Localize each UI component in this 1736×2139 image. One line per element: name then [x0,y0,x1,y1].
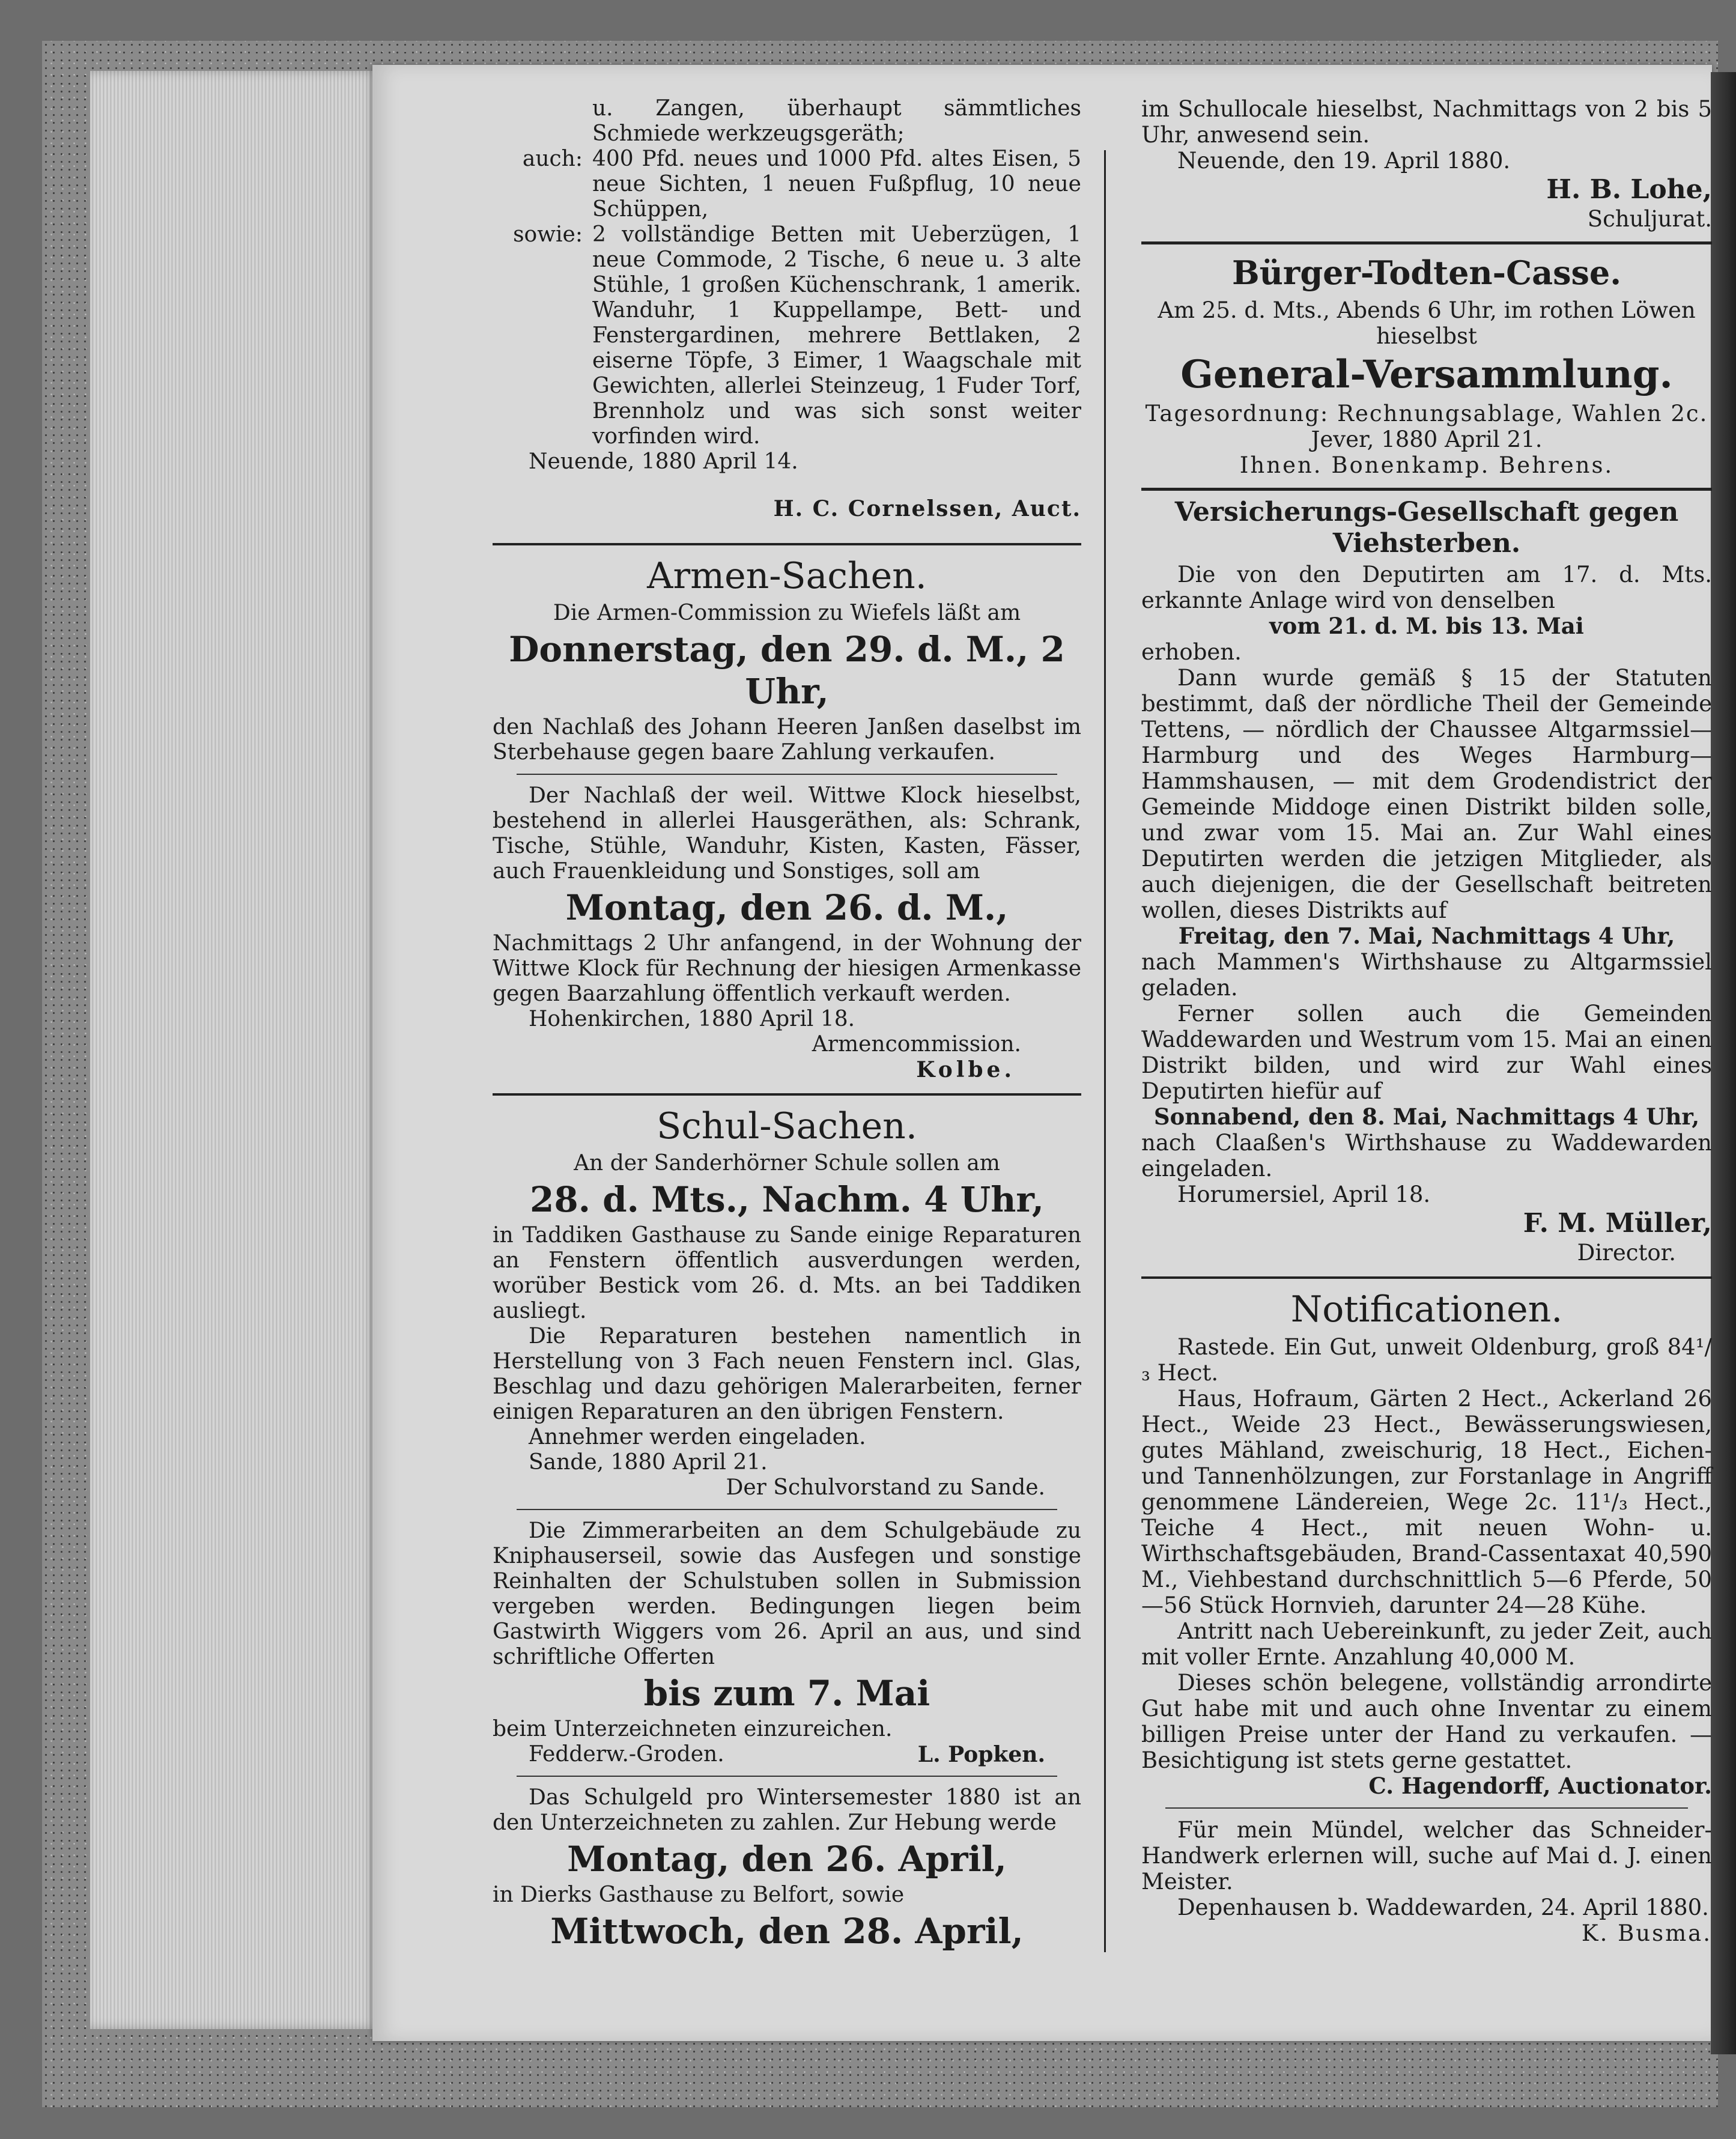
place-date: Hohenkirchen, 1880 April 18. [529,1007,855,1031]
klock-estate [493,783,1081,1082]
body: Nachmittags 2 Uhr anfangend, in der Wohnung der Wittwe Klock für Rechnung der hiesigen Armenkasse gegen Baarzahlung öffentlich verkauft werden. [493,931,1081,1006]
ad-rule [517,774,1057,775]
lohe-notice [1141,96,1712,232]
body: den Nachlaß des Johann Heeren Janßen daselbst im Sterbehause gegen baare Zahlung verkaufen. [493,715,1081,765]
column-divider [1104,150,1106,1952]
ad-rule [517,1776,1057,1777]
left-column [493,96,1081,1955]
place-date: Neuende, den 19. April 1880. [1177,148,1511,174]
section-rule [493,543,1081,545]
section-rule [1141,241,1712,244]
body: Die Zimmerarbeiten an dem Schulgebäude zu Kniphauserseil, sowie das Ausfegen und sonstige Reinhalten der Schulstuben sollen in Submission vergeben werden. Bedingungen liegen beim Gastwirth Wiggers vom 26. April an aus, und sind schriftliche Offerten [493,1519,1081,1669]
body: Haus, Hofraum, Gärten 2 Hect., Ackerland 26 Hect., Weide 23 Hect., Bewässerungswiesen, gutes Mähland, zweischurig, 18 Hect., Eichen- und Tannenhölzungen, zur Forstanlage in Angriff genommene Ländereien, Wege 2c. 11¹/₃ Hect., Teiche 4 Hect., mit neuen Wohn- u. Wirthschaftsgebäuden, Brand-Cassentaxat 40,590 M., Viehbestand durchschnittlich 5—6 Pferde, 50—56 Stück Hornvieh, darunter 24—28 Kühe. [1141,1386,1712,1618]
section-rule [493,1093,1081,1096]
auch-label: auch: [522,147,583,171]
body: in Dierks Gasthause zu Belfort, sowie [493,1883,905,1907]
date-display: Freitag, den 7. Mai, Nachmittags 4 Uhr, [1178,923,1675,949]
body: in Taddiken Gasthause zu Sande einige Reparaturen an Fenstern öffentlich ausverdungen werden, worüber Bestick vom 26. d. Mts. an bei Taddiken ausliegt. [493,1223,1081,1323]
binding-edge [1711,72,1736,2054]
place: Fedderw.-Groden. [529,1742,724,1767]
body: im Schullocale hieselbst, Nachmittags von 2 bis 5 Uhr, anwesend sein. [1141,96,1712,148]
body: Dann wurde gemäß § 15 der Statuten bestimmt, daß der nördliche Theil der Gemeinde Tettens, — nördlich der Chaussee Altgarmssiel—Harmburg und des Weges Harmburg—Hammshausen, — mit dem Grodendistrict der Gemeinde Middoge einen Distrikt bilden solle, und zwar vom 15. Mai an. Zur Wahl eines Deputirten werden die jetzigen Mitglieder, als auch diejenigen, die der Gesellschaft beitreten wollen, dieses Distrikts auf [1141,665,1712,923]
busma-notice [1141,1817,1712,1946]
right-column [1141,96,1712,1946]
body: Rastede. Ein Gut, unweit Oldenburg, groß 84¹/₃ Hect. [1141,1334,1712,1386]
section-heading: Notificationen. [1290,1288,1563,1330]
intro: An der Sanderhörner Schule sollen am [574,1151,1000,1176]
names: Ihnen. Bonenkamp. Behrens. [1239,452,1614,478]
intro: Die Armen-Commission zu Wiefels läßt am [553,601,1021,625]
org: Armencommission. [812,1032,1021,1057]
place-date: Depenhausen b. Waddewarden, 24. April 1880. [1177,1895,1709,1920]
page-edges [90,71,378,2029]
ad-rule [517,1509,1057,1510]
signature: K. Busma. [1581,1920,1712,1946]
signature: H. C. Cornelssen, Auct. [773,496,1081,521]
date-display: bis zum 7. Mai [643,1673,930,1714]
date-display: Montag, den 26. April, [567,1839,1007,1880]
place-date: Jever, 1880 April 21. [1311,426,1543,452]
section-heading: Bürger-Todten-Casse. [1231,253,1622,292]
body: Antritt nach Uebereinkunft, zu jeder Zeit, auch mit voller Ernte. Anzahlung 40,000 M. [1141,1618,1712,1670]
schul-sachen [493,1104,1081,1500]
signature: Der Schulvorstand zu Sande. [726,1475,1045,1500]
body: Die Reparaturen bestehen namentlich in Herstellung von 3 Fach neuen Fenstern incl. Glas, Beschlag und dazu gehörigen Malerarbeiten, ferner einigen Reparaturen an den übrigen Fenstern. [493,1324,1081,1424]
body: Am 25. d. Mts., Abends 6 Uhr, im rothen Löwen hieselbst [1158,297,1696,349]
tools-line: u. Zangen, überhaupt sämmtliches Schmiede werkzeugsgeräth; [592,96,1081,146]
place-date: Horumersiel, April 18. [1177,1182,1431,1207]
section-heading: Versicherungs-Gesellschaft gegen Viehsterben. [1174,497,1679,559]
place-date: Sande, 1880 April 21. [529,1450,768,1475]
section-heading: Armen-Sachen. [647,555,927,597]
sign-row [493,1742,1081,1767]
schulgeld [493,1785,1081,1952]
body: Die von den Deputirten am 17. d. Mts. erkannte Anlage wird von denselben [1141,562,1712,613]
body: Annehmer werden eingeladen. [529,1425,866,1449]
sowie-label: sowie: [513,222,583,247]
dates: vom 21. d. M. bis 13. Mai [1269,613,1584,639]
zimmerarbeiten [493,1519,1081,1767]
todten-casse [1141,250,1712,478]
signature: Kolbe. [916,1057,1015,1082]
date-display: Sonnabend, den 8. Mai, Nachmittags 4 Uhr, [1153,1103,1700,1130]
viehsterben [1141,497,1712,1266]
body: Der Nachlaß der weil. Wittwe Klock hieselbst, bestehend in allerlei Hausgeräthen, als: Schrank, Tische, Stühle, Wanduhr, Kisten, Kasten, Fässer, auch Frauenkleidung und Sonstiges, soll am [493,783,1081,884]
signature: L. Popken. [917,1742,1045,1767]
body: Ferner sollen auch die Gemeinden Waddewarden und Westrum vom 15. Mai an einen Distrikt bilden, und wird zur Wahl eines Deputirten hiefür auf [1141,1001,1712,1104]
body: erhoben. [1141,639,1242,665]
body: Das Schulgeld pro Wintersemester 1880 ist an den Unterzeichneten zu zahlen. Zur Hebung werde [493,1785,1081,1835]
section-rule [1141,488,1712,491]
date-display: 28. d. Mts., Nachm. 4 Uhr, [530,1179,1044,1220]
title: Director. [1577,1240,1676,1266]
agenda: Tagesordnung: Rechnungsablage, Wahlen 2c. [1145,401,1708,426]
armen-sachen [493,554,1081,765]
date-display: Mittwoch, den 28. April, [550,1911,1024,1952]
auch-entry [493,147,1081,222]
auction-cornelssen [493,96,1081,521]
section-rule [1141,1276,1712,1279]
sowie-entry [493,222,1081,449]
ad-rule [1165,1807,1688,1809]
auch-text: 400 Pfd. neues und 1000 Pfd. altes Eisen, 5 neue Sichten, 1 neuen Fußpflug, 10 neue Schüppen, [592,147,1081,222]
signature: C. Hagendorff, Auctionator. [1368,1773,1712,1799]
body: Dieses schön belegene, vollständig arrondirte Gut habe mit und auch ohne Inventar zu einem billigen Preise unter der Hand zu verkaufen. — Besichtigung ist stets gerne gestattet. [1141,1670,1712,1773]
notificationen [1141,1287,1712,1799]
date-display: Donnerstag, den 29. d. M., 2 Uhr, [509,629,1065,712]
section-heading: Schul-Sachen. [657,1105,917,1147]
date-display: Montag, den 26. d. M., [565,887,1009,928]
place-date: Neuende, 1880 April 14. [529,449,798,474]
signature: F. M. Müller, [1523,1208,1712,1239]
meeting-title: General-Versammlung. [1180,352,1673,397]
title: Schuljurat. [1587,206,1712,232]
body: nach Claaßen's Wirthshause zu Waddewarden eingeladen. [1141,1130,1712,1182]
body: nach Mammen's Wirthshause zu Altgarmssiel geladen. [1141,949,1712,1001]
body: beim Unterzeichneten einzureichen. [493,1717,893,1741]
signature: H. B. Lohe, [1546,174,1712,205]
sowie-text: 2 vollständige Betten mit Ueberzügen, 1 neue Commode, 2 Tische, 6 neue u. 3 alte Stühle, 1 großen Küchenschrank, 1 amerik. Wanduhr, 1 Kuppellampe, Bett- und Fenstergardinen, mehrere Bettlaken, 2 eiserne Töpfe, 3 Eimer, 1 Waagschale mit Gewichten, allerlei Steinzeug, 1 Fuder Torf, Brennholz und was sich sonst weiter vorfinden wird. [592,222,1081,449]
body: Für mein Mündel, welcher das Schneider-Handwerk erlernen will, suche auf Mai d. J. einen Meister. [1141,1817,1712,1895]
